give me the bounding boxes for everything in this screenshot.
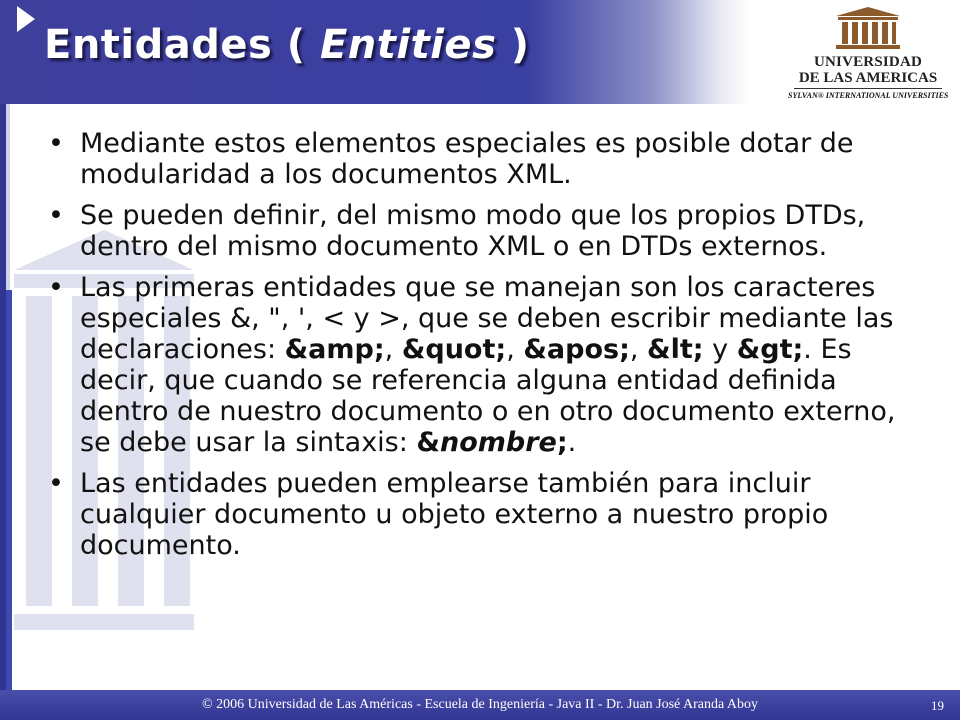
bullet-item [48,200,928,262]
slide-body [48,128,928,571]
bullet-list [48,128,928,561]
bullet-item [48,272,928,458]
bullet-marker: • [48,272,64,303]
bullet-marker: • [48,128,64,159]
left-accent-highlight [6,104,10,290]
entity-lt: &lt; [647,334,704,365]
bullet-text: Las entidades pueden emplearse también para incluir cualquier documento u objeto externo a nuestro propio documento. [80,468,829,561]
play-arrow-icon [17,6,35,32]
bullet-text: Se pueden definir, del mismo modo que los propios DTDs, dentro del mismo documento XML o en DTDs externos. [80,200,866,262]
page-number: 19 [931,698,944,713]
logo-divider [794,88,942,89]
bullet-item [48,468,928,561]
logo-americas-line: DE LAS AMERICAS [798,70,938,86]
entity-gt: &gt; [736,334,804,365]
entity-amp: &amp; [284,334,385,365]
bullet-item [48,128,928,190]
entity-syntax: &nombre; [416,427,568,458]
left-accent-bar-inner [6,290,12,690]
bullet-text: Las primeras entidades que se manejan son los caracteres especiales &, ", ', < y >, que se deben escribir mediante las declaraciones: &amp;, &quot;, &apos;, &lt; y &gt;. Es decir, que cuando se referencia alguna entidad definida dentro de nuestro documento o en otro documento externo, se debe usar la sintaxis: &nombre;. [80,272,896,458]
footer-credits: © 2006 Universidad de Las Américas - Escuela de Ingeniería - Java II - Dr. Juan José Aranda Aboy [201,697,759,712]
slide-title: Entidades ( Entities ) [44,22,530,68]
entity-quot: &quot; [401,334,507,365]
bullet-text: Mediante estos elementos especiales es posible dotar de modularidad a los documentos XML. [80,128,854,190]
slide-footer [0,690,960,720]
bullet-marker: • [48,468,64,499]
logo-sylvan-line: SYLVAN® INTERNATIONAL UNIVERSITIES [788,91,949,100]
bullet-marker: • [48,200,64,231]
columns-building-icon [788,6,948,54]
university-logo [788,6,948,106]
logo-university-line: UNIVERSIDAD [813,54,923,70]
entity-apos: &apos; [523,334,630,365]
